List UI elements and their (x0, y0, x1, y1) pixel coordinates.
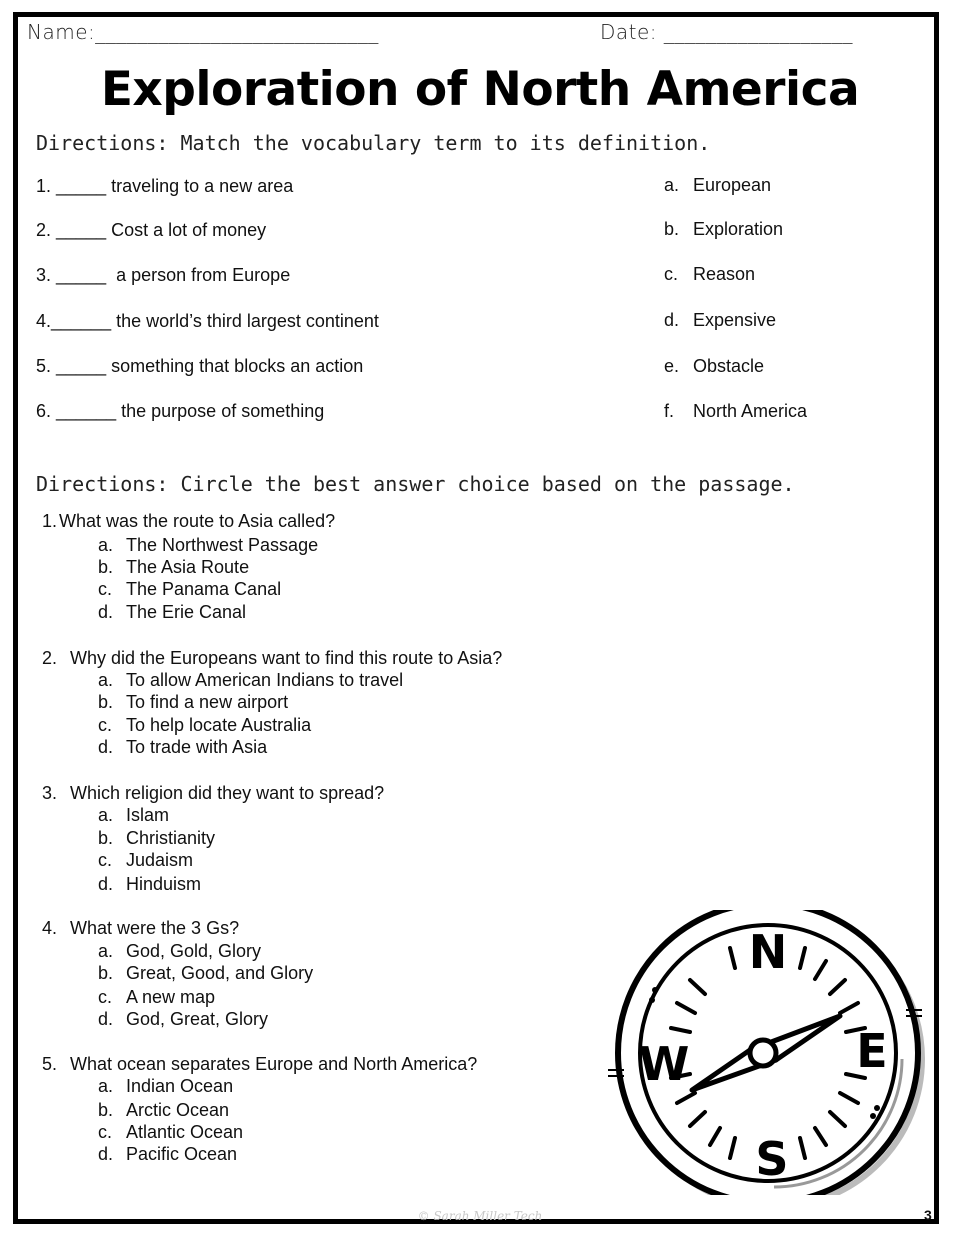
option-text: God, Great, Glory (126, 1009, 269, 1029)
option-text: The Asia Route (126, 557, 250, 577)
option-letter: a. (98, 1076, 114, 1096)
option-letter: b. (98, 1100, 114, 1120)
answer-option[interactable] (98, 941, 261, 962)
option-text: To help locate Australia (126, 715, 312, 735)
option-letter: d. (98, 1144, 114, 1164)
choice-text: Reason (693, 264, 756, 284)
choice-letter: e. (664, 356, 680, 376)
option-text: Judaism (126, 850, 194, 870)
vocab-num: 3. (36, 265, 52, 285)
choice-letter: a. (664, 175, 680, 195)
choice-letter: f. (664, 401, 675, 421)
compass-illustration (600, 910, 930, 1195)
answer-option[interactable] (98, 1144, 237, 1165)
vocab-text: Cost a lot of money (111, 220, 267, 240)
option-text: Great, Good, and Glory (126, 963, 314, 983)
vocab-item[interactable] (36, 356, 363, 377)
answer-option[interactable] (98, 692, 288, 713)
question (42, 511, 335, 532)
option-text: Indian Ocean (126, 1076, 234, 1096)
answer-option[interactable] (98, 963, 313, 984)
answer-option[interactable] (98, 670, 403, 691)
question-text: What were the 3 Gs? (70, 918, 240, 938)
option-letter: c. (98, 850, 113, 870)
option-text: God, Gold, Glory (126, 941, 262, 961)
choice-text: Exploration (693, 219, 784, 239)
option-letter: a. (98, 805, 114, 825)
vocab-blank[interactable]: _____ (56, 265, 107, 285)
question-num: 5. (42, 1054, 58, 1074)
option-text: Islam (126, 805, 170, 825)
answer-option[interactable] (98, 828, 215, 849)
option-letter: c. (98, 1122, 113, 1142)
choice-text: North America (693, 401, 808, 421)
answer-option[interactable] (98, 535, 318, 556)
choice-text: European (693, 175, 772, 195)
vocab-blank[interactable]: _____ (56, 220, 107, 240)
answer-option[interactable] (98, 602, 246, 623)
page-number: 3 (924, 1207, 932, 1223)
answer-option[interactable] (98, 1122, 243, 1143)
answer-option[interactable] (98, 805, 169, 826)
vocab-item[interactable] (36, 265, 290, 286)
vocab-item[interactable] (36, 220, 266, 241)
name-line: ___________________________ (95, 20, 379, 44)
vocab-text: traveling to a new area (111, 176, 294, 196)
option-letter: b. (98, 828, 114, 848)
copyright-text: © Sarah Miller Tech (417, 1209, 543, 1223)
option-text: A new map (126, 987, 216, 1007)
quiz-directions: Directions: Circle the best answer choice based on the passage. (36, 472, 795, 496)
vocab-item[interactable] (36, 311, 379, 332)
vocab-directions: Directions: Match the vocabulary term to its definition. (36, 131, 711, 155)
option-text: To trade with Asia (126, 737, 268, 757)
option-letter: d. (98, 737, 114, 757)
question-text: What ocean separates Europe and North America? (70, 1054, 478, 1074)
choice-letter: c. (664, 264, 679, 284)
option-text: Atlantic Ocean (126, 1122, 244, 1142)
question-num: 3. (42, 783, 58, 803)
answer-option[interactable] (98, 737, 267, 758)
vocab-num: 4. (36, 311, 52, 331)
compass-e-label: E (856, 1024, 888, 1078)
answer-option[interactable] (98, 987, 215, 1008)
option-letter: a. (98, 670, 114, 690)
answer-option[interactable] (98, 1009, 268, 1030)
date-line: __________________ (663, 20, 853, 44)
vocab-choice (664, 401, 807, 422)
vocab-choice (664, 219, 783, 240)
option-text: Christianity (126, 828, 216, 848)
question (42, 1054, 477, 1075)
option-letter: d. (98, 874, 114, 894)
question-text: Why did the Europeans want to find this route to Asia? (70, 648, 503, 668)
vocab-text: something that blocks an action (111, 356, 364, 376)
answer-option[interactable] (98, 579, 281, 600)
answer-option[interactable] (98, 715, 311, 736)
option-letter: c. (98, 987, 113, 1007)
answer-option[interactable] (98, 1100, 229, 1121)
question (42, 918, 239, 939)
question-text: Which religion did they want to spread? (70, 783, 385, 803)
vocab-blank[interactable]: ______ (56, 401, 117, 421)
question-text: What was the route to Asia called? (59, 511, 336, 531)
answer-option[interactable] (98, 557, 249, 578)
vocab-blank[interactable]: ______ (51, 311, 112, 331)
option-text: Hinduism (126, 874, 202, 894)
choice-letter: d. (664, 310, 680, 330)
option-letter: a. (98, 535, 114, 555)
question (42, 783, 384, 804)
vocab-choice (664, 356, 764, 377)
option-letter: c. (98, 715, 113, 735)
option-text: Arctic Ocean (126, 1100, 230, 1120)
choice-text: Obstacle (693, 356, 765, 376)
vocab-num: 6. (36, 401, 52, 421)
vocab-choice (664, 310, 776, 331)
question (42, 648, 502, 669)
option-letter: b. (98, 692, 114, 712)
vocab-num: 2. (36, 220, 52, 240)
option-text: The Northwest Passage (126, 535, 319, 555)
choice-text: Expensive (693, 310, 777, 330)
vocab-item[interactable] (36, 401, 324, 422)
vocab-blank[interactable]: _____ (56, 356, 107, 376)
choice-letter: b. (664, 219, 680, 239)
vocab-blank[interactable]: _____ (56, 176, 107, 196)
option-letter: d. (98, 1009, 114, 1029)
option-letter: a. (98, 941, 114, 961)
vocab-choice (664, 175, 771, 196)
page-title: Exploration of North America (100, 62, 860, 117)
question-num: 1. (42, 511, 58, 531)
date-label: Date: (600, 20, 658, 44)
answer-option[interactable] (98, 874, 201, 895)
vocab-text: a person from Europe (116, 265, 291, 285)
option-text: Pacific Ocean (126, 1144, 238, 1164)
vocab-choice (664, 264, 755, 285)
date-field[interactable] (600, 20, 853, 44)
vocab-text: the world’s third largest continent (116, 311, 379, 331)
answer-option[interactable] (98, 850, 193, 871)
compass-w-label: W (638, 1037, 690, 1091)
option-letter: d. (98, 602, 114, 622)
question-num: 2. (42, 648, 58, 668)
vocab-num: 1. (36, 176, 52, 196)
option-text: The Erie Canal (126, 602, 247, 622)
vocab-item[interactable] (36, 176, 293, 197)
option-letter: b. (98, 963, 114, 983)
vocab-num: 5. (36, 356, 52, 376)
name-label: Name: (27, 20, 96, 44)
option-text: The Panama Canal (126, 579, 282, 599)
name-field[interactable] (27, 20, 379, 44)
answer-option[interactable] (98, 1076, 233, 1097)
compass-s-label: S (755, 1132, 789, 1186)
compass-n-label: N (748, 925, 788, 979)
option-letter: b. (98, 557, 114, 577)
option-text: To find a new airport (126, 692, 289, 712)
option-letter: c. (98, 579, 113, 599)
vocab-text: the purpose of something (121, 401, 325, 421)
option-text: To allow American Indians to travel (126, 670, 404, 690)
question-num: 4. (42, 918, 58, 938)
